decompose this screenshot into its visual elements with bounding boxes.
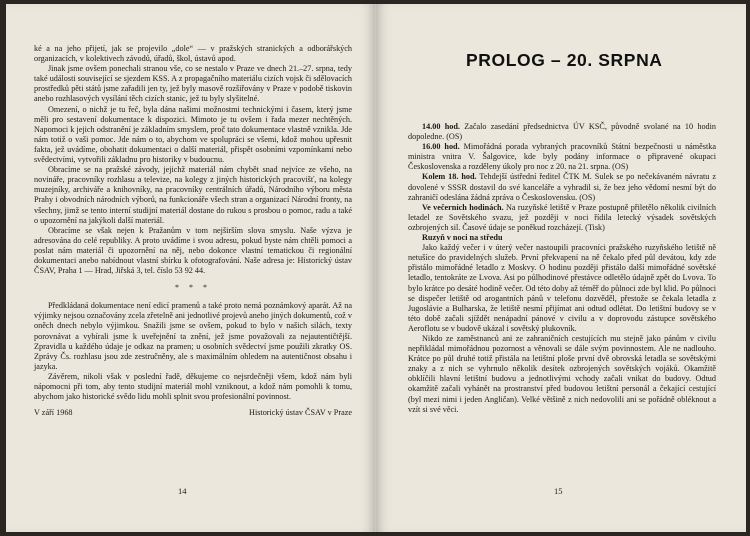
paragraph: ké a na jeho přijetí, jak se projevilo „dole“ — v pražských stranických a odborářských organizacích, v kolektivech závodů, úřadů, škol, ústavů apod.: [34, 44, 352, 64]
entry-text: Tehdejší ústřední ředitel ČTK M. Sulek se po nečekávaném návratu z dovolené v SSSR dostavil do své kanceláře a vyhradil si, že bez jeho vědomí nesmí být do zahraničí odeslána žádná zpráva o Československu. (OS): [408, 172, 716, 202]
paragraph: Obracíme se však nejen k Pražanům v tom nejširším slova smyslu. Naše výzva je adresována do celé republiky. A proto uvádíme i svou adresu, pokud byste nám chtěli pomoci a poslat nám materiál či upozornění na něj, nebo dokonce vlastní tematickou či regionální dokumentaci anebo nabídnout vlastní sbírku k ofotografování. Naše adresa je: Historický ústav ČSAV, Praha 1 — Hrad, Jiřská 3, tel. číslo 53 92 44.: [34, 225, 352, 276]
entry-time: Kolem 18. hod.: [422, 172, 477, 182]
chronology-entry: [408, 142, 716, 172]
section-heading: Ruzyň v noci na středu: [422, 233, 503, 243]
signature-line: [34, 408, 352, 418]
paragraph: Závěrem, nikoli však v poslední řadě, děkujeme co nejsrdečněji všem, kdož nám byli nápomocni při tom, aby tento studijní materiál mohl vzniknout, a kdož nám pomohli k tomu, abychom jako historické svědo lidu mohli splnit svou profesionální povinnost.: [34, 371, 352, 402]
chapter-title: PROLOG – 20. SRPNA: [466, 50, 663, 70]
paragraph: Jako každý večer i v úterý večer nastoupili pracovníci pražského ruzyňského letiště ně netušíce do pravidelných služeb. První překvapení na ně čekalo před půl devátou, kdy zde přistálo mimořádné letadlo z Moskvy. O hodinu později přistálo další mimořádné sovětské letadlo, tentokráte ze Lvova. Asi po půlhodinové přestávce odletělo údajně zpět do Lvova. To bylo krátce po desáté hodině večer. Od této doby až téměř do půlnoci zde byl klid. Po půlnoci se dispečer letiště od arogantních pánů v telefonu dozvěděl, přestože se čekala letadla z Jugoslávie a Bulharska, že letiště nesmí přijímat ani odtud odlétat. Do letištní budovy se v této době začali sjíždět nenápadní pánové v civilu a v doprovodu zástupce sovětského Aeroflotu se v budově ukázal i sovětský plukovník.: [408, 243, 716, 333]
book-spread: [6, 4, 746, 532]
left-page: [6, 4, 376, 532]
section-separator: * * *: [175, 283, 211, 293]
right-page-text: [408, 122, 716, 415]
left-page-text: [34, 44, 352, 418]
page-number: 15: [554, 486, 563, 496]
paragraph: Omezení, o nichž je tu řeč, byla dána našimi možnostmi technickými i časem, který jsme měli pro sestavení dokumentace k dispozici. Mimoto je tu ovšem i řada mezer nechtěných. Napomoci k jejich odstranění je základním smyslem, proč tato dokumentace vlastně vznikla. Jde nám totiž o vaši pomoc. Jde nám o to, abychom ve spolupráci se všemi, kdož mohou upřesnit fakta, jež uvádíme, obohatit dokumentaci o další materiál, přispět osobními vzpomínkami nebo svědectvími, vytvořili základnu pro historiky v budoucnu.: [34, 104, 352, 165]
chronology-entry: [408, 122, 716, 142]
date: V září 1968: [34, 408, 73, 418]
page-number: 14: [178, 486, 187, 496]
paragraph: Jinak jsme ovšem ponechali stranou vše, co se nestalo v Praze ve dnech 21.–27. srpna, tedy také události související se sjezdem KSS. A z propagačního materiálu cizích vojsk či sdělovacích prostředků pěti států jsme zařadili jen ty, jež byly masově rozšiřovány v Praze v podobě tiskovin anebo rozhlasových vysílání těch cizích stanic, jež tu byly slyšitelné.: [34, 64, 352, 104]
paragraph: Nikdo ze zaměstnanců ani ze zahraničních cestujících mu stejně jako pánům v civilu nepřikládal mimořádnou pozornost a věnovali se dále svým povinnostem. Ale ne nadlouho. Krátce po půl druhé totiž přistála na letištní ploše první dvě obrovská letadla se sovětskými znaky a z nich se vyhrnulo několik desítek ozbrojených sovětských vojáků. Okamžitě obklíčili hlavní letištní budovu a jednotlivými vchody začali vnikat do budovy. Odtud okamžitě začali vyhánět na prostranství před budovou letištní personál a čekající cestující (byl mezi nimi i jeden Angličan). Velké většině z nich nedovolili ani se pořádně obléknout a vzít si své věci.: [408, 333, 716, 414]
entry-time: Ve večerních hodinách.: [422, 202, 504, 212]
entry-time: 14.00 hod.: [422, 122, 460, 131]
chronology-entry: [408, 172, 716, 202]
entry-text: Začalo zasedání předsednictva ÚV KSČ, původně svolané na 10 hodin dopoledne. (OS): [408, 122, 717, 142]
paragraph: Předkládaná dokumentace není edicí pramenů a také proto nemá poznámkový aparát. Až na výjimky nejsou označovány zcela zřetelně ani jednotlivé projevů anebo jiných dokumentů, což v oněch dnech nebylo výjimkou. Snažili jsme se ovšem, pokud to bylo v našich silách, texty porovnávat a vybírali jsme k uveřejnění ta znění, jež jsme považovali za nejautentičtější. Zpravidla u každého údaje je odkaz na pramen; u osobních svědectví jsme použili zkratky OS. Zprávy Čs. rozhlasu jsou zde zestručněny, ale s maximálním ohledem na autentičnost obsahu i jazyka.: [34, 301, 352, 371]
entry-text: Mimořádná porada vybraných pracovníků Státní bezpečnosti u náměstka ministra vnitra V. Šalgovice, kde byly podány informace o připravené okupaci Československa a rozděleny úkoly pro noc z 20. na 21. srpna. (OS): [408, 142, 716, 172]
signature: Historický ústav ČSAV v Praze: [249, 408, 352, 418]
chronology-entry: [408, 203, 716, 233]
paragraph: Obracíme se na pražské závody, jejichž materiál nám chybět snad nejvíce ze všeho, na novináře, pracovníky rozhlasu a televize, na kolegy z jiných historických pracovišť, na kolegy muzejníky, archiváře a knihovníky, na pracovníky centrálních úřadů, Národního výboru města Prahy i obvodních národních výborů, na funkcionáře všech stran a organizací Národní fronty, na všechny, jimž se tento interní studijní materiál dostane do rukou s prosbou o pomoc, radu a také o upozornění na jakýkoli další materiál.: [34, 165, 352, 225]
entry-time: 16.00 hod.: [422, 142, 460, 152]
right-page: [376, 4, 746, 532]
entry-text: Na ruzyňské letiště v Praze postupně přiletělo několik civilních letadel ze Sovětského svazu, jež později v noci řídila letecký výsadek sovětských ozbrojených sil. Časové údaje se poněkud rozcházejí. (Tisk): [408, 202, 717, 232]
